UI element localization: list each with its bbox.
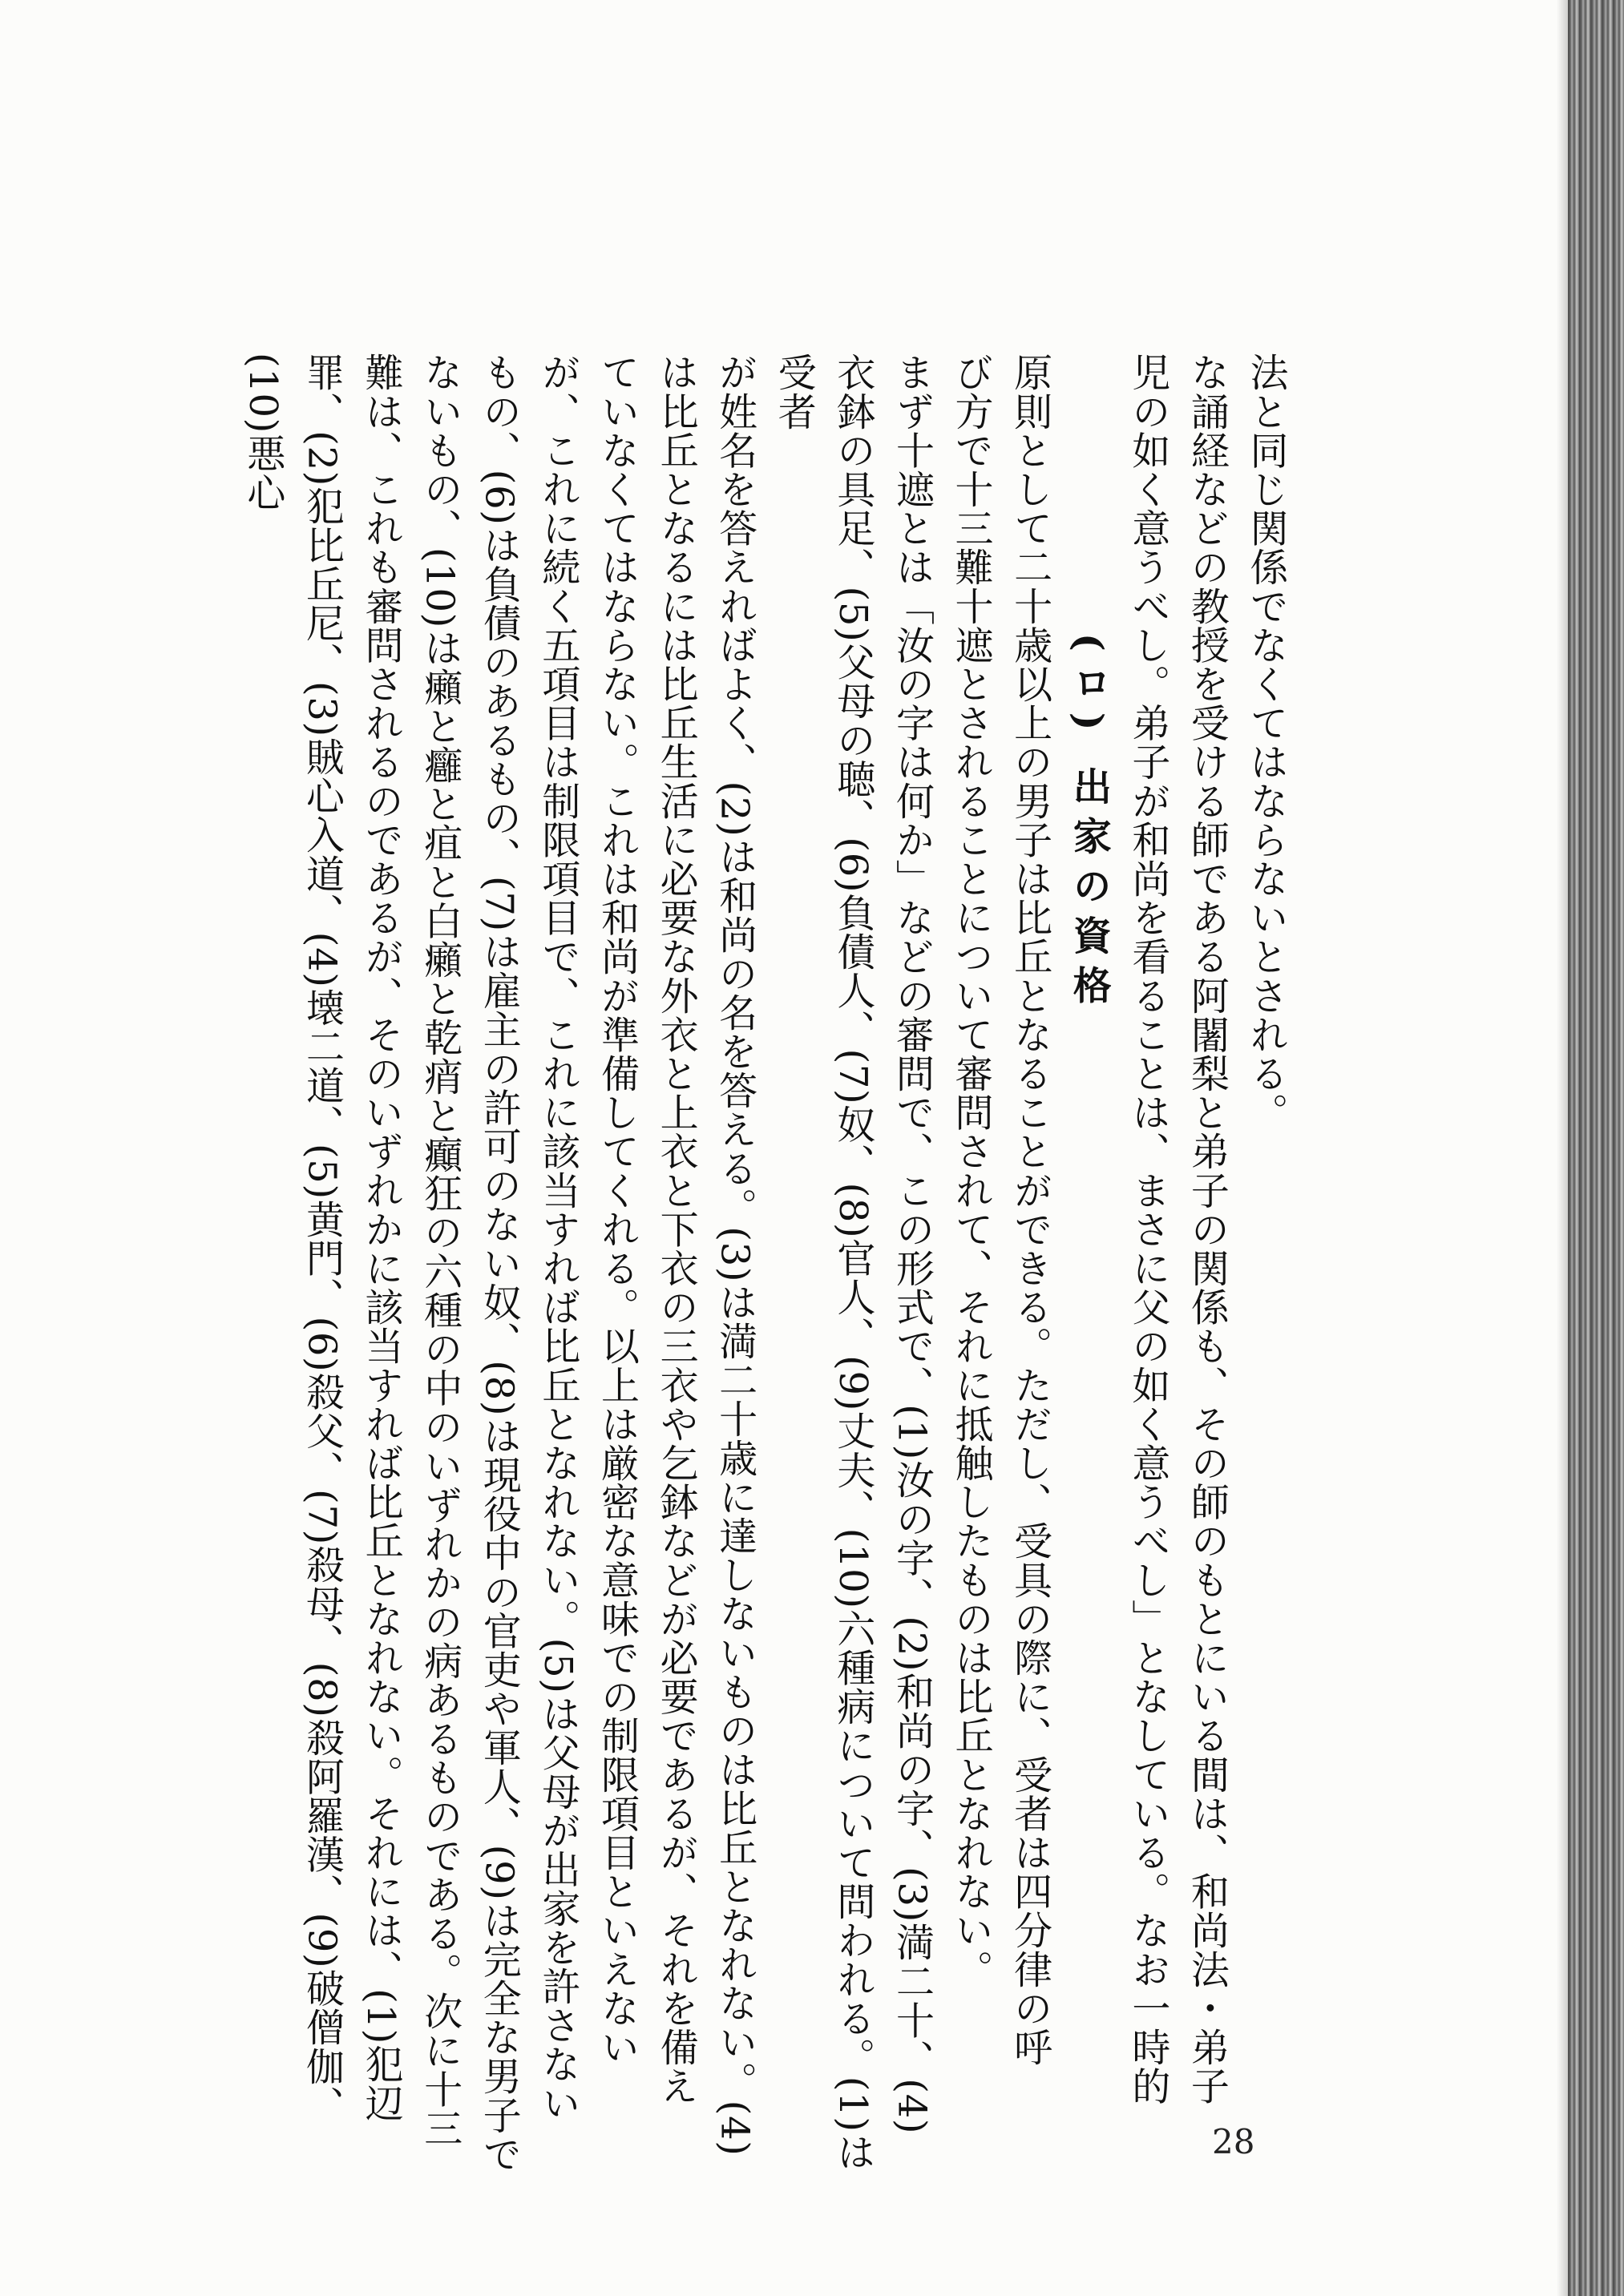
paragraph-continued-2: な誦経などの教授を受ける師である阿闍梨と弟子の関係も、その師のもとにいる間は、和尚法・弟子 xyxy=(1184,353,1230,2105)
vertical-text-body xyxy=(156,353,1295,2180)
page-gutter-shadow xyxy=(1557,0,1568,2296)
section-heading: (ロ) 出家の資格 xyxy=(1066,633,1112,1015)
page-number: 28 xyxy=(1212,2122,1255,2161)
paragraph-continued-1: 法と同じ関係でなくてはならないとされる。 xyxy=(1243,353,1288,1132)
paragraph-ten-obstacles: まず十遮とは「汝の字は何か」などの審問で、この形式で、(1)汝の字、(2)和尚の字、(3)満二十、(4) 衣鉢の具足、(5)父母の聴、(6)負債人、(7)奴、(8)官人、(9)丈夫、(10)六種病について問われる。(1)は受者 が姓名を答えればよく、(2)は和尚の名を答える。(3)は満二十歳に達しないものは比丘となれない。(4) は比丘となるには比丘生活に必要な外衣と上衣と下衣の三衣や乞鉢などが必要であるが、それを備え ていなくてはならない。これは和尚が準備してくれる。以上は厳密な意味での制限項目といえない が、これに続く五項目は制限項目で、これに該当すれば比丘となれない。(5)は父母が出家を許さない もの、(6)は負債のあるもの、(7)は雇主の許可のない奴、(8)は現役中の官吏や軍人、(9)は完全な男子で ないもの、(10)は癩と癰と疽と白癩と乾痟と癲狂の六種の中のいずれかの病あるものである。次に十三 難は、これも審問されるのであるが、そのいずれかに該当すれば比丘となれない。それには、(1)犯辺 罪、(2)犯比丘尼、(3)賊心入道、(4)壊二道、(5)黄門、(6)殺父、(7)殺母、(8)殺阿羅漢、(9)破僧伽、(10)悪心 xyxy=(240,353,935,2173)
paragraph-principle: 原則として二十歳以上の男子は比丘となることができる。ただし、受具の際に、受者は四分律の呼 び方で十三難十遮とされることについて審問されて、それに抵触したものは比丘となれない。 xyxy=(948,353,1052,2067)
book-spine xyxy=(1568,0,1624,2296)
paragraph-continued-3: 児の如く意うべし。弟子が和尚を看ることは、まさに父の如く意うべし」となしている。なお一時的 xyxy=(1125,353,1170,2105)
